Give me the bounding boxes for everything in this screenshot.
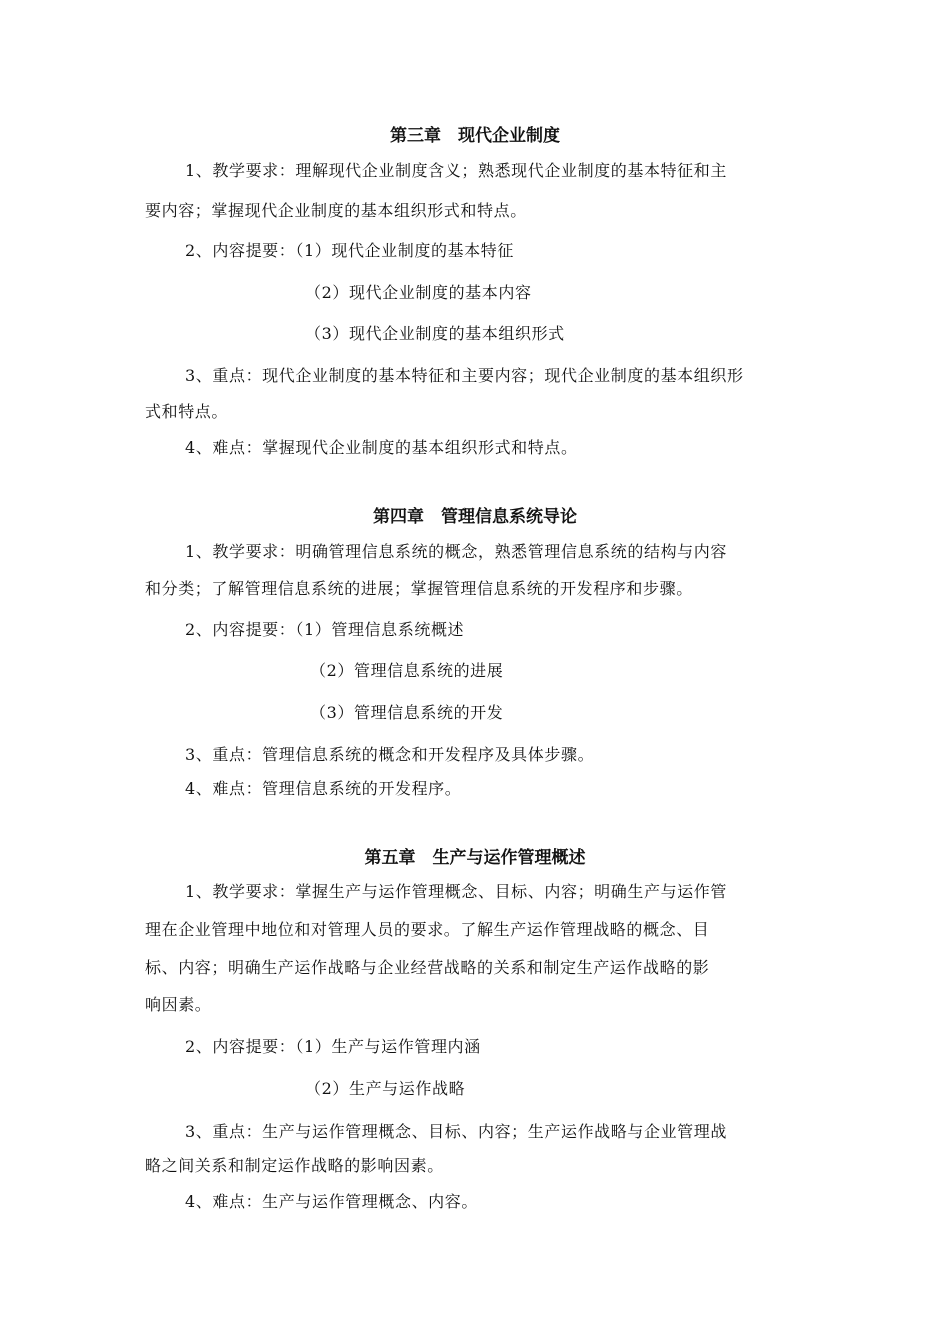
- paragraph-line: 和分类；了解管理信息系统的进展；掌握管理信息系统的开发程序和步骤。: [145, 579, 693, 598]
- paragraph-line: （2）现代企业制度的基本内容: [305, 283, 532, 302]
- chapter-title: 第三章 现代企业制度: [390, 126, 560, 146]
- chapter-title: 第五章 生产与运作管理概述: [364, 848, 586, 868]
- paragraph-line: 式和特点。: [145, 402, 229, 421]
- paragraph-line: 标、内容；明确生产运作战略与企业经营战略的关系和制定生产运作战略的影: [145, 958, 710, 977]
- paragraph-line: 响因素。: [145, 995, 212, 1014]
- paragraph-line: 理在企业管理中地位和对管理人员的要求。了解生产运作管理战略的概念、目: [145, 920, 710, 939]
- paragraph-line: 3、重点：现代企业制度的基本特征和主要内容；现代企业制度的基本组织形: [185, 366, 744, 385]
- paragraph-line: 4、难点：掌握现代企业制度的基本组织形式和特点。: [185, 438, 578, 457]
- paragraph-line: （3）管理信息系统的开发: [310, 703, 504, 722]
- paragraph-line: 1、教学要求：掌握生产与运作管理概念、目标、内容；明确生产与运作管: [185, 882, 727, 901]
- paragraph-line: 4、难点：生产与运作管理概念、内容。: [185, 1192, 478, 1211]
- paragraph-line: 3、重点：管理信息系统的概念和开发程序及具体步骤。: [185, 745, 595, 764]
- paragraph-line: 2、内容提要：（1）生产与运作管理内涵: [185, 1037, 481, 1056]
- chapter-title: 第四章 管理信息系统导论: [373, 507, 577, 527]
- paragraph-line: 略之间关系和制定运作战略的影响因素。: [145, 1156, 444, 1175]
- paragraph-line: （3）现代企业制度的基本组织形式: [305, 324, 565, 343]
- paragraph-line: 1、教学要求：明确管理信息系统的概念，熟悉管理信息系统的结构与内容: [185, 542, 727, 561]
- paragraph-line: （2）生产与运作战略: [305, 1079, 466, 1098]
- paragraph-line: （2）管理信息系统的进展: [310, 661, 504, 680]
- paragraph-line: 2、内容提要：（1）现代企业制度的基本特征: [185, 241, 514, 260]
- paragraph-line: 4、难点：管理信息系统的开发程序。: [185, 779, 462, 798]
- paragraph-line: 3、重点：生产与运作管理概念、目标、内容；生产运作战略与企业管理战: [185, 1122, 727, 1141]
- paragraph-line: 要内容；掌握现代企业制度的基本组织形式和特点。: [145, 201, 527, 220]
- paragraph-line: 2、内容提要：（1）管理信息系统概述: [185, 620, 465, 639]
- paragraph-line: 1、教学要求：理解现代企业制度含义；熟悉现代企业制度的基本特征和主: [185, 161, 727, 180]
